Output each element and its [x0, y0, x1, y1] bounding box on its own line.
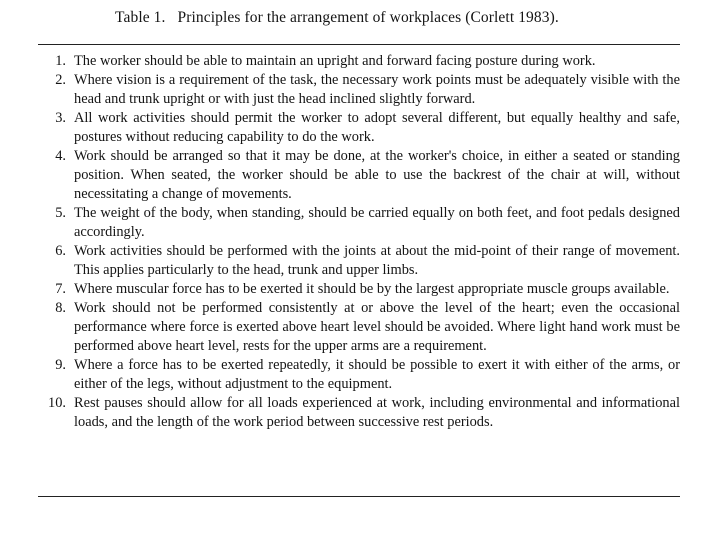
item-text: Work should not be performed consistently at or above the level of the heart; even the occasional performance where force is exerted above heart level should be avoided. Where light hand work must be performed above heart level, rests for the upper arms are a requirement.: [74, 300, 680, 354]
table-caption: [115, 9, 559, 27]
item-text: All work activities should permit the worker to adopt several different, but equally healthy and safe, postures without reducing capability to do the work.: [74, 110, 680, 145]
item-text: The weight of the body, when standing, should be carried equally on both feet, and foot pedals designed accordingly.: [74, 205, 680, 240]
item-text: Where a force has to be exerted repeatedly, it should be possible to exert it with either of the arms, or either of the legs, without adjustment to the equipment.: [74, 357, 680, 392]
list-item: [36, 299, 680, 356]
principles-list: [36, 52, 680, 432]
list-item: [36, 280, 680, 299]
item-number: 4.: [55, 148, 66, 164]
item-text: Work activities should be performed with the joints at about the mid-point of their range of movement. This applies particularly to the head, trunk and upper limbs.: [74, 243, 680, 278]
item-number: 8.: [55, 300, 66, 316]
bottom-rule: [38, 496, 680, 497]
list-item: [36, 394, 680, 432]
table-title: Principles for the arrangement of workplaces (Corlett 1983).: [177, 9, 559, 26]
item-text: Where vision is a requirement of the task, the necessary work points must be adequately visible with the head and trunk upright or with just the head inclined slightly forward.: [74, 72, 680, 107]
list-item: [36, 204, 680, 242]
top-rule: [38, 44, 680, 45]
item-text: The worker should be able to maintain an upright and forward facing posture during work.: [74, 53, 596, 69]
item-text: Where muscular force has to be exerted it should be by the largest appropriate muscle groups available.: [74, 281, 670, 297]
item-number: 2.: [55, 72, 66, 88]
item-text: Rest pauses should allow for all loads experienced at work, including environmental and informational loads, and the length of the work period between successive rest periods.: [74, 395, 680, 430]
item-number: 3.: [55, 110, 66, 126]
list-item: [36, 109, 680, 147]
item-number: 7.: [55, 281, 66, 297]
item-number: 5.: [55, 205, 66, 221]
list-item: [36, 242, 680, 280]
list-item: [36, 356, 680, 394]
list-item: [36, 147, 680, 204]
list-item: [36, 52, 680, 71]
list-item: [36, 71, 680, 109]
item-number: 6.: [55, 243, 66, 259]
item-number: 9.: [55, 357, 66, 373]
item-text: Work should be arranged so that it may be done, at the worker's choice, in either a seated or standing position. When seated, the worker should be able to use the backrest of the chair at will, without necessitating a change of movements.: [74, 148, 680, 202]
item-number: 10.: [48, 395, 66, 411]
table-label: Table 1.: [115, 9, 166, 26]
item-number: 1.: [55, 53, 66, 69]
